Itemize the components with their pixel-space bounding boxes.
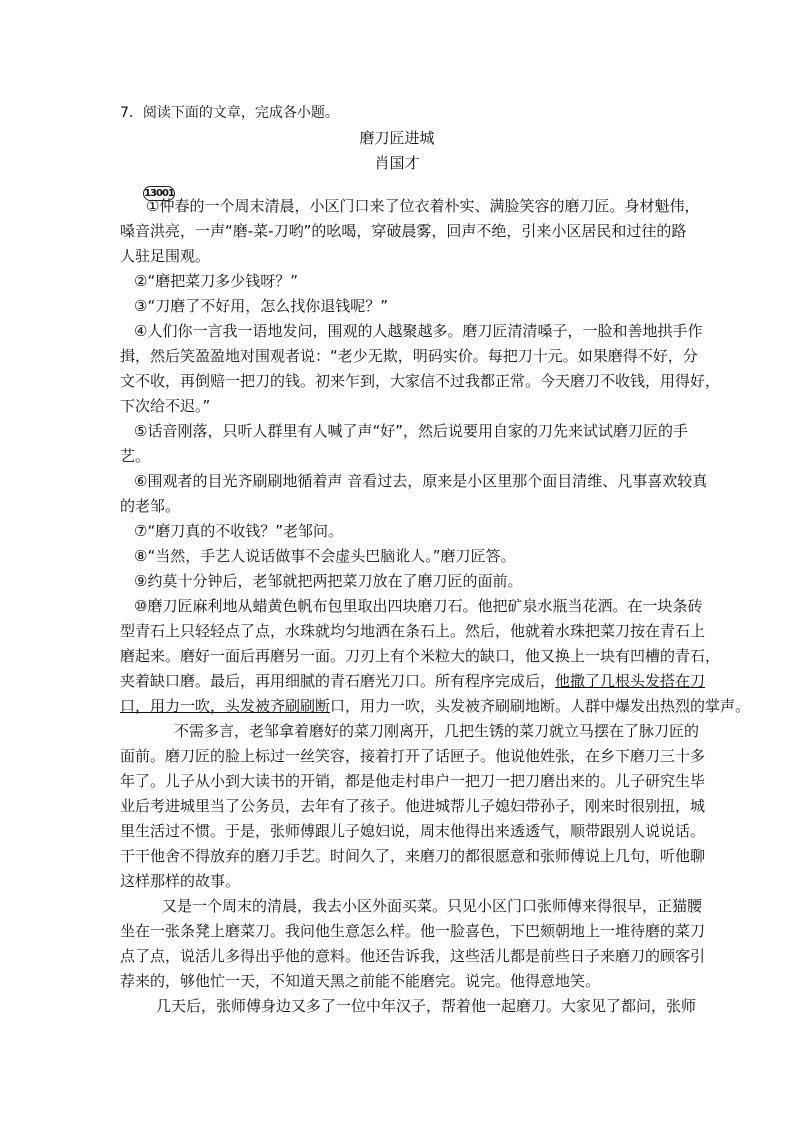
paragraph-line: 揖，然后笑盈盈地对围观者说：“老少无欺，明码实价。每把刀十元。如果磨得不好，分: [120, 347, 698, 365]
paragraph-line: 磨起来。磨好一面后再磨另一面。刀刃上有个米粒大的缺口，他又换上一块有凹槽的青石，: [120, 647, 721, 665]
paragraph-line: ⑦“磨刀真的不收钱？”老邹问。: [134, 522, 343, 540]
paragraph-line: 荐来的，够他忙一天，不知道天黑之前能不能磨完。说完。他得意地笑。: [120, 972, 601, 990]
paragraph-line: ⑥围观者的目光齐刷刷地循着声 音看过去，原来是小区里那个面目清维、凡事喜欢较真: [134, 472, 708, 490]
paragraph-line: 里生活过不惯。于是，张师傅跟儿子媳妇说，周末他得出来透透气，顺带跟别人说说话。: [120, 822, 706, 840]
paragraph-line: 坐在一张条凳上磨菜刀。我问他生意怎么样。他一脸喜色，下巴颏朝地上一堆待磨的菜刀: [120, 922, 706, 940]
paragraph-line: 人驻足围观。: [120, 247, 211, 265]
question-id-badge: 13001: [144, 188, 174, 199]
paragraph-line: 艺。: [120, 447, 151, 465]
article-title: 磨刀匠进城: [359, 129, 435, 147]
paragraph-line: ⑩磨刀匠麻利地从蜡黄色帆布包里取出四块磨刀石。他把矿泉水瓶当花洒。在一块条砖: [134, 597, 703, 615]
paragraph-line: 的老邹。: [120, 497, 181, 515]
paragraph-line: 干干他舍不得放弃的磨刀手艺。时间久了，来磨刀的都很愿意和张师傅说上几句，听他聊: [120, 847, 706, 865]
paragraph-line: [120, 669, 706, 693]
underlined-sentence-start: 他撒了几根头发搭在刀: [555, 672, 706, 690]
paragraph-text: 夹着缺口磨。最后，再用细腻的青石磨光刀口。所有程序完成后，: [120, 672, 556, 690]
paragraph-line: ④人们你一言我一语地发问，围观的人越聚越多。磨刀匠清清嗓子，一脸和善地拱手作: [134, 322, 703, 340]
paragraph-line: 不需多言，老邹拿着磨好的菜刀刚离开，几把生锈的菜刀就立马摆在了脉刀匠的: [174, 722, 700, 740]
paragraph-line: 这样那样的故事。: [120, 872, 241, 890]
paragraph-line: 文不收，再倒赔一把刀的钱。初来乍到，大家信不过我都正常。今天磨刀不收钱，用得好，: [120, 372, 721, 390]
paragraph-line: 年了。儿子从小到大读书的开销，都是他走村串户一把刀一把刀磨出来的。儿子研究生毕: [120, 772, 706, 790]
underlined-sentence-end: 口，用力一吹，头发被齐刷刷断: [120, 697, 331, 715]
paragraph-line: 又是一个周末的清晨，我去小区外面买菜。只见小区门口张师傅来得很早，正猫腰: [162, 897, 703, 915]
question-heading: 7．阅读下面的文章，完成各小题。: [120, 105, 339, 121]
paragraph-line: ⑨约莫十分钟后，老邹就把两把菜刀放在了磨刀匠的面前。: [134, 572, 523, 590]
paragraph-line: 型青石上只轻轻点了点，水珠就均匀地洒在条石上。然后，他就着水珠把菜刀按在青石上: [120, 622, 706, 640]
paragraph-line: 点了点，说活儿多得出乎他的意料。他还告诉我，这些活儿都是前些日子来磨刀的顾客引: [120, 947, 706, 965]
paragraph-line: ③“刀磨了不好用，怎么找你退钱呢？”: [134, 297, 388, 315]
paragraph-line: ①仲春的一个周末清晨，小区门口来了位衣着朴实、满脸笑容的磨刀匠。身材魁伟，: [146, 197, 700, 215]
paragraph-line: [120, 694, 751, 718]
paragraph-line: ⑧“当然，手艺人说话做事不会虚头巴脑讹人。”磨刀匠答。: [134, 547, 516, 565]
article-author: 肖国才: [374, 154, 420, 172]
paragraph-text: 口，用力一吹，头发被齐刷刷地断。人群中爆发出热烈的掌声。: [330, 697, 751, 715]
paragraph-line: 嗓音洪亮，一声“磨-菜-刀哟”的吆喝，穿破晨雾，回声不绝，引来小区居民和过往的路: [120, 222, 687, 240]
paragraph-line: ②“磨把菜刀多少钱呀？”: [134, 272, 298, 290]
paragraph-line: 面前。磨刀匠的脸上标过一丝笑容，接着打开了话匣子。他说他姓张，在乡下磨刀三十多: [120, 747, 706, 765]
paragraph-line: ⑤话音刚落，只听人群里有人喊了声“好”，然后说要用自家的刀先来试试磨刀匠的手: [134, 422, 688, 440]
paragraph-line: 几天后，张师傅身边又多了一位中年汉子，帮着他一起磨刀。大家见了都问，张师: [156, 997, 697, 1015]
paragraph-line: 业后考进城里当了公务员，去年有了孩子。他进城帮儿子媳妇带孙子，刚来时很别扭，城: [120, 797, 706, 815]
paragraph-line: 下次给不迟。”: [120, 397, 211, 415]
